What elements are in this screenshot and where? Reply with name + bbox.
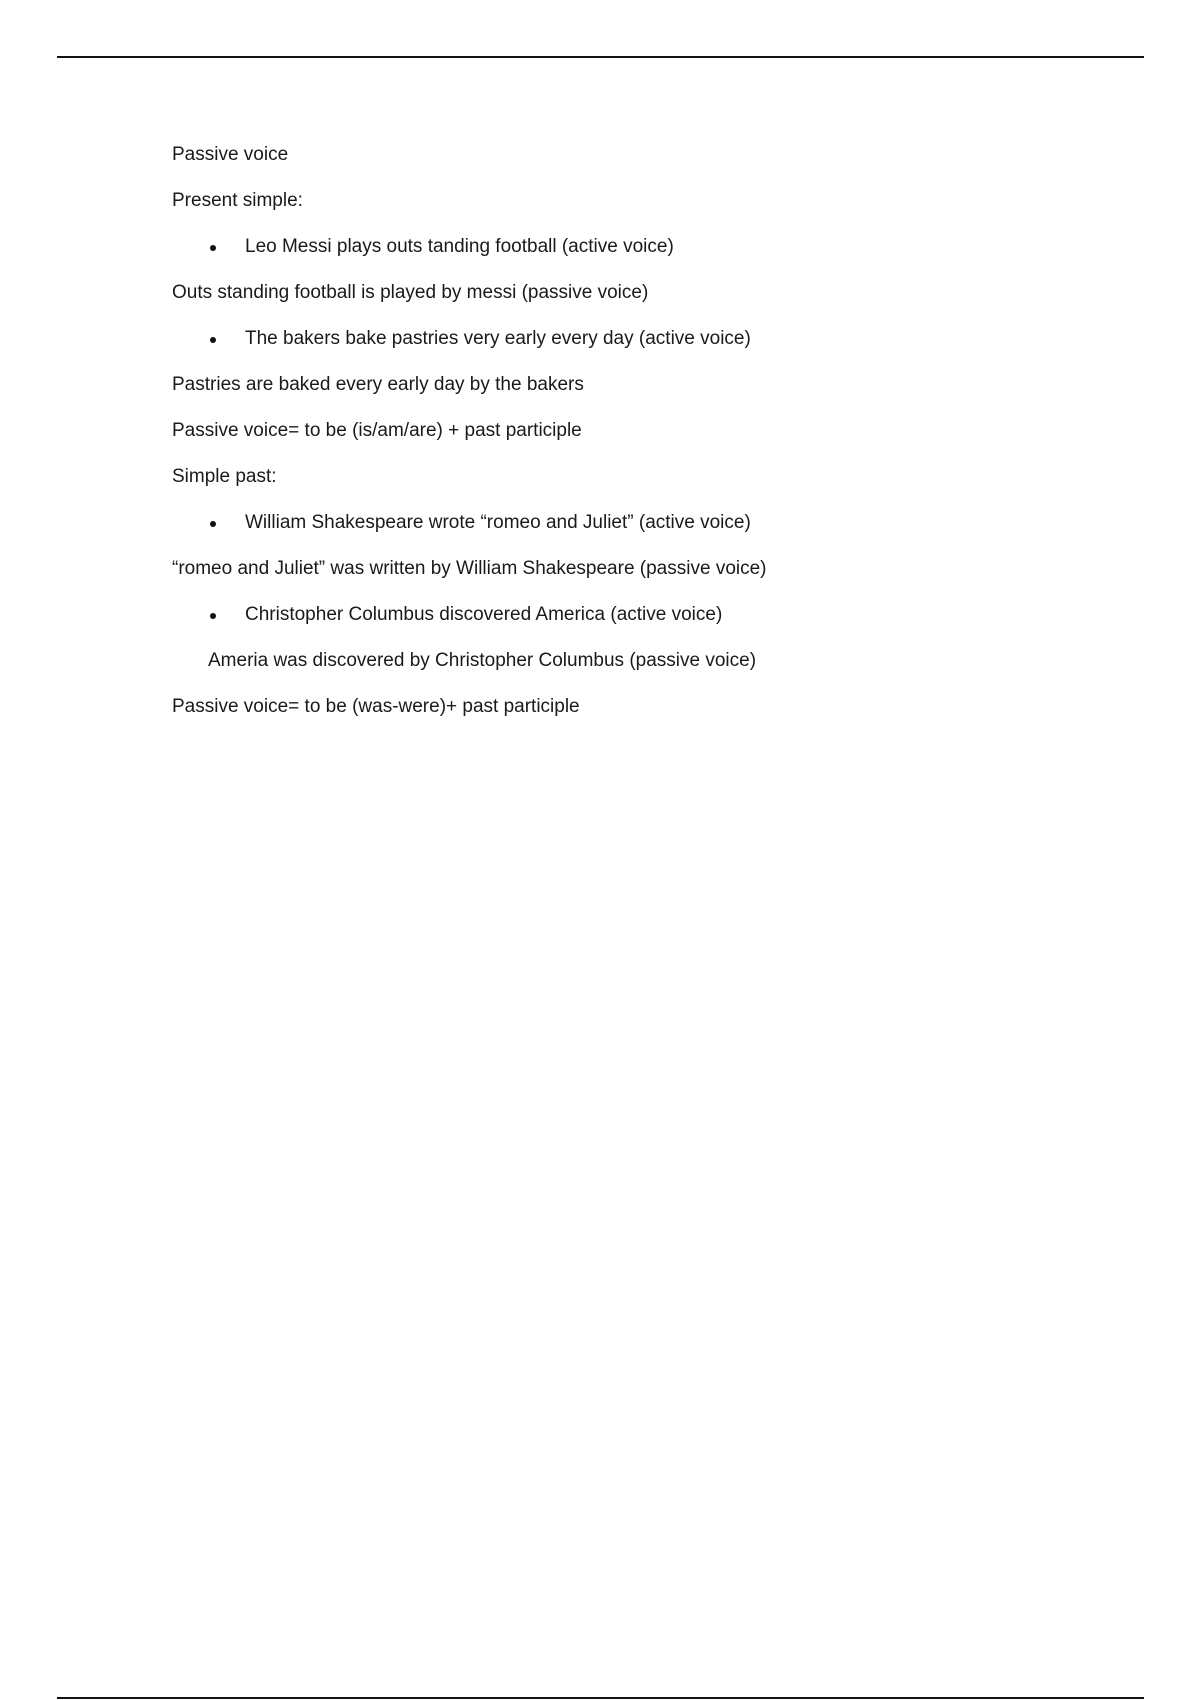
bullet-item [172,603,1072,627]
bullet-text: Leo Messi plays outs tanding football (active voice) [245,236,674,257]
footer-rule [57,1697,1144,1699]
formula-line: Passive voice= to be (is/am/are) + past participle [172,420,582,441]
indented-text-line: Ameria was discovered by Christopher Columbus (passive voice) [208,650,757,671]
bullet-icon [210,613,216,619]
bullet-item [172,511,1072,535]
bullet-icon [210,337,216,343]
bullet-item [172,327,1072,351]
bullet-text: The bakers bake pastries very early every day (active voice) [245,328,751,349]
heading-passive-voice: Passive voice [172,144,289,165]
document-body [172,143,1072,741]
bullet-text: Christopher Columbus discovered America (active voice) [245,604,723,625]
text-line: Pastries are baked every early day by the bakers [172,374,584,395]
bullet-text: William Shakespeare wrote “romeo and Juliet” (active voice) [245,512,751,533]
bullet-item [172,235,1072,259]
header-rule [57,56,1144,58]
bullet-icon [210,521,216,527]
section-present-simple: Present simple: [172,190,303,211]
text-line: “romeo and Juliet” was written by William Shakespeare (passive voice) [172,558,767,579]
section-simple-past: Simple past: [172,466,277,487]
text-line: Outs standing football is played by messi (passive voice) [172,282,649,303]
bullet-icon [210,245,216,251]
formula-line: Passive voice= to be (was-were)+ past participle [172,696,580,717]
